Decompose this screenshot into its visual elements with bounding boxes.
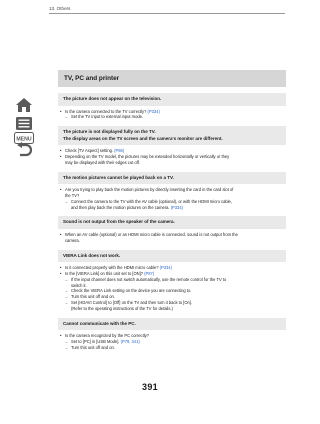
- faq-question-heading: [58, 250, 286, 263]
- text-run: Are you trying to play back the motion pictures by directly inserting the card in the card slot of: [65, 187, 234, 193]
- bullet-marker: •: [60, 187, 62, 193]
- item-text: [65, 232, 238, 238]
- faq-block: [58, 216, 286, 243]
- text-run: Check [TV Aspect] setting.: [65, 148, 115, 154]
- faq-block: [58, 172, 286, 211]
- arrow-marker: →: [64, 288, 69, 294]
- arrow-marker: →: [64, 198, 69, 204]
- faq-block: [58, 126, 286, 165]
- text-run: Is it connected properly with the HDMI micro cable?: [65, 265, 160, 271]
- text-run: switch it.: [71, 282, 87, 288]
- faq-answer: [58, 184, 286, 210]
- faq-block: [58, 318, 286, 351]
- text-run: Turn this unit off and on.: [71, 344, 115, 350]
- faq-question-line: The picture is not displayed fully on the TV.: [63, 129, 156, 135]
- menu-icon-label: MENU: [16, 136, 32, 143]
- faq-question-line: The picture does not appear on the television.: [63, 96, 162, 102]
- item-text: [71, 277, 226, 283]
- faq-question-heading: [58, 126, 286, 145]
- section-title: TV, PC and printer: [58, 70, 286, 87]
- faq-answer: [58, 229, 286, 244]
- page-reference-link[interactable]: (P334): [147, 108, 160, 114]
- bullet-marker: •: [60, 154, 62, 160]
- arrow-marker: →: [64, 344, 69, 350]
- page-reference-link[interactable]: (P86): [114, 148, 125, 154]
- header-rule: [49, 13, 285, 14]
- continuation-line: [60, 160, 284, 166]
- home-icon[interactable]: [13, 96, 35, 114]
- bullet-marker: •: [60, 231, 62, 237]
- faq-question-heading: [58, 93, 286, 106]
- text-run: Check the VIERA Link setting on the device you are connecting to.: [71, 288, 192, 294]
- back-icon[interactable]: [13, 140, 35, 158]
- text-run: Connect the camera to the TV with the AV cable (optional), or with the HDMI micro cable,: [71, 198, 232, 204]
- arrow-item: [60, 345, 284, 351]
- page-reference-link[interactable]: (P334): [159, 265, 172, 271]
- arrow-marker: →: [64, 114, 69, 120]
- faq-question-line: VIERA Link does not work.: [63, 252, 121, 258]
- page-number: 391: [142, 382, 158, 392]
- faq-answer: [58, 145, 286, 165]
- chapter-label: 13. Others: [49, 6, 71, 11]
- troubleshooting-content: [58, 70, 286, 357]
- text-run: Is the camera recognized by the PC correctly?: [65, 333, 149, 339]
- page-reference-link[interactable]: (P334): [170, 204, 183, 210]
- text-run: and then play back the motion pictures on the camera.: [71, 204, 171, 210]
- faq-answer: [58, 106, 286, 121]
- item-text: [71, 114, 143, 120]
- faq-question-line: The motion pictures cannot be played back on a TV.: [63, 174, 174, 180]
- faq-question-heading: [58, 172, 286, 185]
- bullet-marker: •: [60, 108, 62, 114]
- continuation-line: [60, 306, 284, 312]
- arrow-marker: →: [64, 338, 69, 344]
- bullet-marker: •: [60, 265, 62, 271]
- page-reference-link[interactable]: (P87): [144, 270, 155, 276]
- item-text: [65, 187, 233, 193]
- item-text: [71, 345, 115, 351]
- arrow-marker: →: [64, 276, 69, 282]
- text-run: When an AV cable (optional) or an HDMI micro cable is connected, sound is not output from the: [65, 231, 238, 237]
- bullet-marker: •: [60, 148, 62, 154]
- text-run: Set the TV input to external input mode.: [71, 114, 144, 120]
- text-run: Is the [VIERA Link] on this unit set to [ON]?: [65, 270, 145, 276]
- arrow-item: [60, 114, 284, 120]
- arrow-marker: →: [64, 294, 69, 300]
- continuation-line: [60, 205, 284, 211]
- text-run: (Refer to the operating instructions of the TV for details.): [71, 305, 173, 311]
- text-run: Turn this unit off and on.: [71, 294, 115, 300]
- text-run: camera.: [65, 237, 80, 243]
- faq-question-line: The display areas on the TV screen and the camera's monitor are different.: [63, 135, 223, 141]
- bullet-marker: •: [60, 333, 62, 339]
- continuation-line: [60, 238, 284, 244]
- text-run: Set [HDAVI Control] to [Off] on the TV and then turn it back to [On].: [71, 299, 193, 305]
- text-run: Depending on the TV model, the pictures may be extended horizontally or vertically or they: [65, 154, 230, 160]
- faq-question-line: Sound is not output from the speaker of the camera.: [63, 219, 175, 225]
- faq-block: [58, 250, 286, 312]
- text-run: If the input channel does not switch automatically, use the remote control for the TV to: [71, 276, 227, 282]
- bullet-marker: •: [60, 270, 62, 276]
- faq-blocks: [58, 93, 286, 350]
- text-run: Is the camera connected to the TV correctly?: [65, 108, 148, 114]
- text-run: Set to [PC] in [USB Mode].: [71, 338, 121, 344]
- text-run: may be displayed with their edges cut off.: [65, 159, 141, 165]
- faq-answer: [58, 262, 286, 312]
- page-reference-link[interactable]: (P79, 341): [120, 338, 140, 344]
- faq-answer: [58, 330, 286, 350]
- faq-block: [58, 93, 286, 120]
- arrow-marker: →: [64, 299, 69, 305]
- faq-question-line: Cannot communicate with the PC.: [63, 320, 136, 326]
- faq-question-heading: [58, 216, 286, 229]
- faq-question-heading: [58, 318, 286, 331]
- text-run: the TV?: [65, 192, 80, 198]
